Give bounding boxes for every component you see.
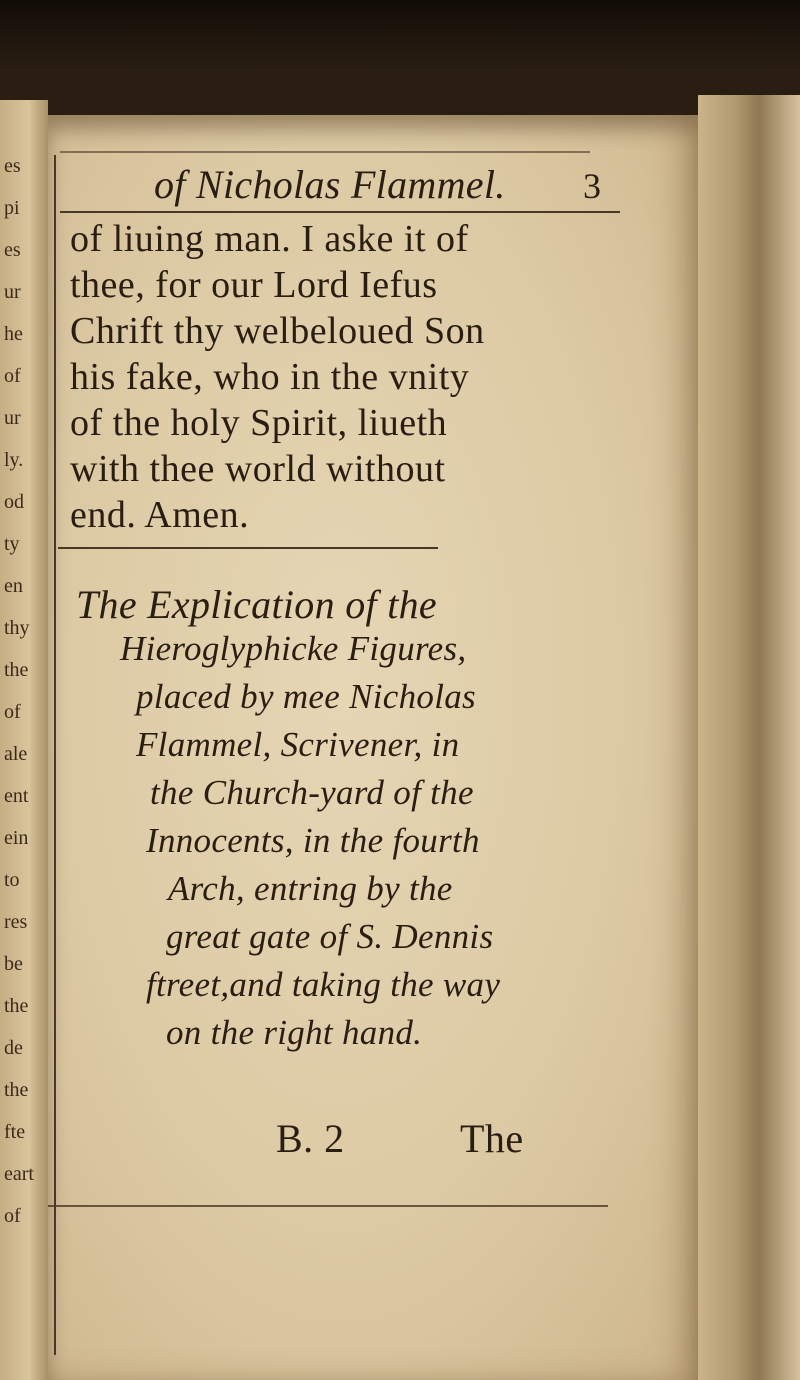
left-page-edge <box>0 100 48 1380</box>
left-page-fragment: eart <box>4 1163 34 1185</box>
section-divider <box>58 547 438 549</box>
heading-line: The Explication of the <box>76 582 437 627</box>
heading-line: on the right hand. <box>166 1013 423 1052</box>
prayer-line: of liuing man. I aske it of <box>70 218 469 260</box>
left-page-fragment: od <box>4 491 24 513</box>
prayer-line: Chrift thy welbeloued Son <box>70 310 485 352</box>
left-page-fragment: es <box>4 155 21 177</box>
page-margin-line <box>54 155 56 1355</box>
left-page-fragment: ent <box>4 785 29 807</box>
left-page-fragment: the <box>4 1079 29 1101</box>
left-page-fragment: the <box>4 659 29 681</box>
signature-mark: B. 2 <box>276 1116 345 1161</box>
header-underline <box>60 211 620 213</box>
prayer-line: of the holy Spirit, liueth <box>70 402 448 444</box>
left-page-fragment: en <box>4 575 23 597</box>
left-page-fragment: the <box>4 995 29 1017</box>
book-spine-shadow <box>698 95 800 1380</box>
left-page-fragment: of <box>4 701 21 723</box>
prayer-line: thee, for our Lord Iefus <box>70 264 438 306</box>
book-page <box>48 115 698 1380</box>
left-page-fragment: be <box>4 953 23 975</box>
left-page-fragment: ale <box>4 743 28 765</box>
heading-line: ftreet,and taking the way <box>146 965 501 1004</box>
prayer-line: his fake, who in the vnity <box>70 356 470 398</box>
left-page-fragment: ur <box>4 407 21 429</box>
left-page-fragment: fte <box>4 1121 26 1143</box>
left-page-fragment: de <box>4 1037 23 1059</box>
page-number: 3 <box>583 166 602 206</box>
prayer-line: with thee world without <box>70 448 446 490</box>
left-page-fragment: of <box>4 1205 21 1227</box>
left-page-fragment: pi <box>4 197 20 219</box>
heading-line: Hieroglyphicke Figures, <box>120 629 467 668</box>
heading-line: great gate of S. Dennis <box>166 917 494 956</box>
left-page-fragment: thy <box>4 617 30 639</box>
left-page-fragment: ty <box>4 533 20 555</box>
catchword: The <box>460 1116 524 1161</box>
left-page-fragment: ein <box>4 827 29 849</box>
left-page-fragment: es <box>4 239 21 261</box>
prayer-line: end. Amen. <box>70 494 250 536</box>
left-page-fragment: res <box>4 911 28 933</box>
heading-line: the Church-yard of the <box>150 773 474 812</box>
left-page-fragment: ur <box>4 281 21 303</box>
heading-line: Innocents, in the fourth <box>146 821 480 860</box>
heading-line: Flammel, Scrivener, in <box>136 725 460 764</box>
footer-rule <box>48 1205 608 1207</box>
left-page-fragment: of <box>4 365 21 387</box>
running-head-title: of Nicholas Flammel. <box>154 162 506 207</box>
header-rule <box>60 151 590 153</box>
left-page-fragment: he <box>4 323 23 345</box>
heading-line: placed by mee Nicholas <box>136 677 476 716</box>
left-page-fragment: ly. <box>4 449 24 471</box>
heading-line: Arch, entring by the <box>168 869 453 908</box>
left-page-fragment: to <box>4 869 20 891</box>
